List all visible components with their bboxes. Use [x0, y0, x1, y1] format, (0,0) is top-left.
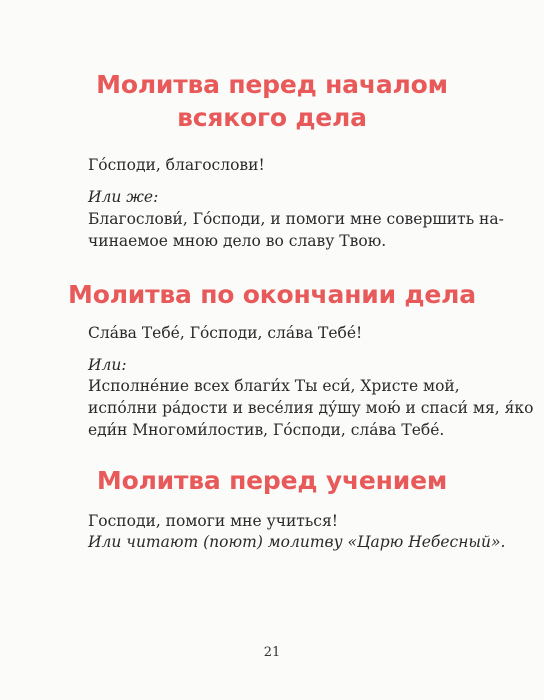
prayer-text-line: испо́лни ра́дости и весе́лия ду́шу мою́ и спаси́ мя, я́ко	[88, 399, 534, 417]
section-title-before-work	[40, 68, 504, 134]
instruction-note: Или читают (поют) молитву «Царю Небесный».	[88, 533, 506, 551]
section-title-after-work: Молитва по окончании дела	[68, 280, 476, 309]
page-number: 21	[263, 645, 281, 660]
prayer-text-line: Исполне́ние всех благи́х Ты еси́, Христе мой,	[88, 377, 460, 395]
alternative-label: Или:	[88, 356, 127, 374]
section-title-line: Молитва перед началом	[96, 70, 448, 99]
prayer-text-line: еди́н Многоми́лостив, Го́споди, сла́ва Тебе́.	[88, 421, 445, 439]
prayer-text-line: Благослови́, Го́споди, и помоги мне совершить на-	[88, 210, 504, 228]
prayer-text-line: чинаемое мною дело во славу Твою.	[88, 232, 387, 250]
section-title-line: всякого дела	[177, 103, 367, 132]
prayer-text: Господи, помоги мне учиться!	[88, 512, 338, 530]
alternative-label: Или же:	[88, 188, 159, 206]
prayer-text: Го́споди, благослови!	[88, 156, 265, 174]
section-title-before-study: Молитва перед учением	[96, 466, 448, 495]
prayer-text: Сла́ва Тебе́, Го́споди, сла́ва Тебе́!	[88, 324, 363, 342]
